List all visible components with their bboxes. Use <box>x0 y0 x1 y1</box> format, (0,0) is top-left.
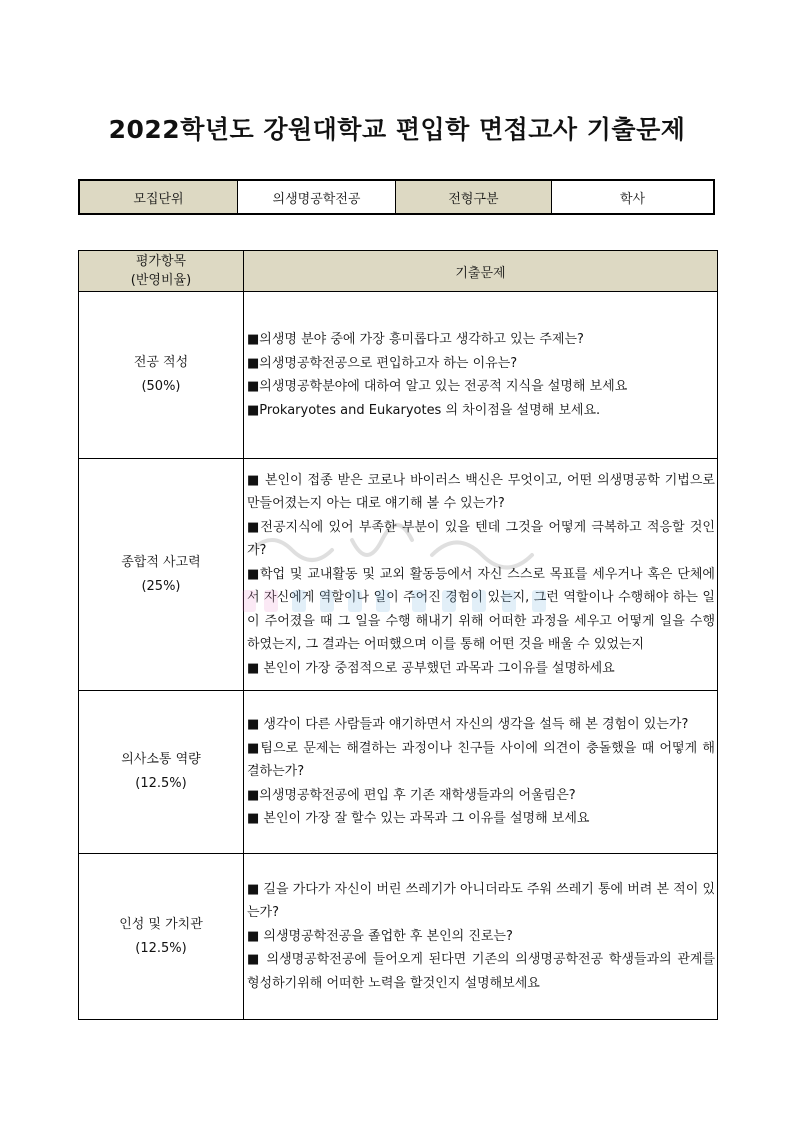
question: ■ 생각이 다른 사람들과 얘기하면서 자신의 생각을 설득 해 본 경험이 있는가? <box>247 717 689 733</box>
questions-cell <box>244 854 718 1020</box>
recruit-label: 모집단위 <box>79 180 238 214</box>
category-weight: (12.5%) <box>135 776 187 791</box>
category-name: 의사소통 역량 <box>121 752 201 767</box>
table-row <box>79 691 718 854</box>
category-name: 전공 적성 <box>133 355 189 370</box>
category-cell <box>79 459 244 691</box>
questions-cell <box>244 459 718 691</box>
table-row <box>79 459 718 691</box>
question: ■의생명공학분야에 대하여 알고 있는 전공적 지식을 설명해 보세요 <box>247 379 628 394</box>
category-name: 종합적 사고력 <box>121 554 201 570</box>
category-cell <box>79 854 244 1020</box>
question: ■의생명 분야 중에 가장 흥미롭다고 생각하고 있는 주제는? <box>247 332 584 347</box>
category-weight: (25%) <box>141 578 181 594</box>
type-label: 전형구분 <box>396 180 552 214</box>
category-cell <box>79 691 244 854</box>
question: ■ 길을 가다가 자신이 버린 쓰레기가 아니더라도 주워 쓰레기 통에 버려 본 적이 있는가? <box>247 881 715 921</box>
table-header-row <box>79 251 718 292</box>
question: ■ 본인이 가장 잘 할수 있는 과목과 그 이유를 설명해 보세요 <box>247 811 590 827</box>
header-evaluation-item <box>79 251 244 292</box>
question: ■팀으로 문제는 해결하는 과정이나 친구들 사이에 의견이 충돌했을 때 어떻게 해결하는가? <box>247 740 715 780</box>
question: ■의생명공학전공에 편입 후 기존 재학생들과의 어울림은? <box>247 787 576 803</box>
question: ■ 의생명공학전공을 졸업한 후 본인의 진로는? <box>247 928 513 944</box>
table-row <box>79 292 718 459</box>
question: ■ 본인이 가장 중점적으로 공부했던 과목과 그이유를 설명하세요 <box>247 660 615 676</box>
question: ■Prokaryotes and Eukaryotes 의 차이점을 설명해 보세요. <box>247 402 601 418</box>
category-cell <box>79 292 244 459</box>
recruit-value: 의생명공학전공 <box>238 180 396 214</box>
category-weight: (50%) <box>141 379 181 394</box>
page-title: 2022학년도 강원대학교 편입학 면접고사 기출문제 <box>108 115 686 144</box>
table-row <box>79 854 718 1020</box>
header-questions: 기출문제 <box>244 251 718 292</box>
questions-cell <box>244 292 718 459</box>
category-name: 인성 및 가치관 <box>119 916 203 932</box>
question: ■ 의생명공학전공에 들어오게 된다면 기존의 의생명공학전공 학생들과의 관계를 형성하기위해 어떠한 노력을 할것인지 설명해보세요 <box>247 952 715 991</box>
question: ■전공지식에 있어 부족한 부분이 있을 텐데 그것을 어떻게 극복하고 적응할 것인가? <box>247 519 715 559</box>
category-weight: (12.5%) <box>135 940 187 956</box>
info-table <box>78 179 715 215</box>
header-weight-label: (반영비율) <box>130 273 192 288</box>
question-table <box>78 250 718 1020</box>
questions-cell <box>244 691 718 854</box>
type-value: 학사 <box>552 180 715 214</box>
question: ■ 본인이 접종 받은 코로나 바이러스 백신은 무엇이고, 어떤 의생명공학 기법으로 만들어졌는지 아는 대로 얘기해 볼 수 있는가? <box>247 472 715 512</box>
header-evaluation-label: 평가항목 <box>135 254 187 269</box>
question: ■학업 및 교내활동 및 교외 활동등에서 자신 스스로 목표를 세우거나 혹은 단체에서 자신에게 역할이나 일이 주어진 경험이 있는지, 그런 역할이나 수행해야 하는 일이 주어졌을 때 그 일을 수행 해내기 위해 어떠한 과정을 세우고 어떻게 일을 수행하였는지, 그 결과는 어떠했으며 이를 통해 어떤 것을 배울 수 있었는지 <box>247 566 715 653</box>
question: ■의생명공학전공으로 편입하고자 하는 이유는? <box>247 355 518 371</box>
